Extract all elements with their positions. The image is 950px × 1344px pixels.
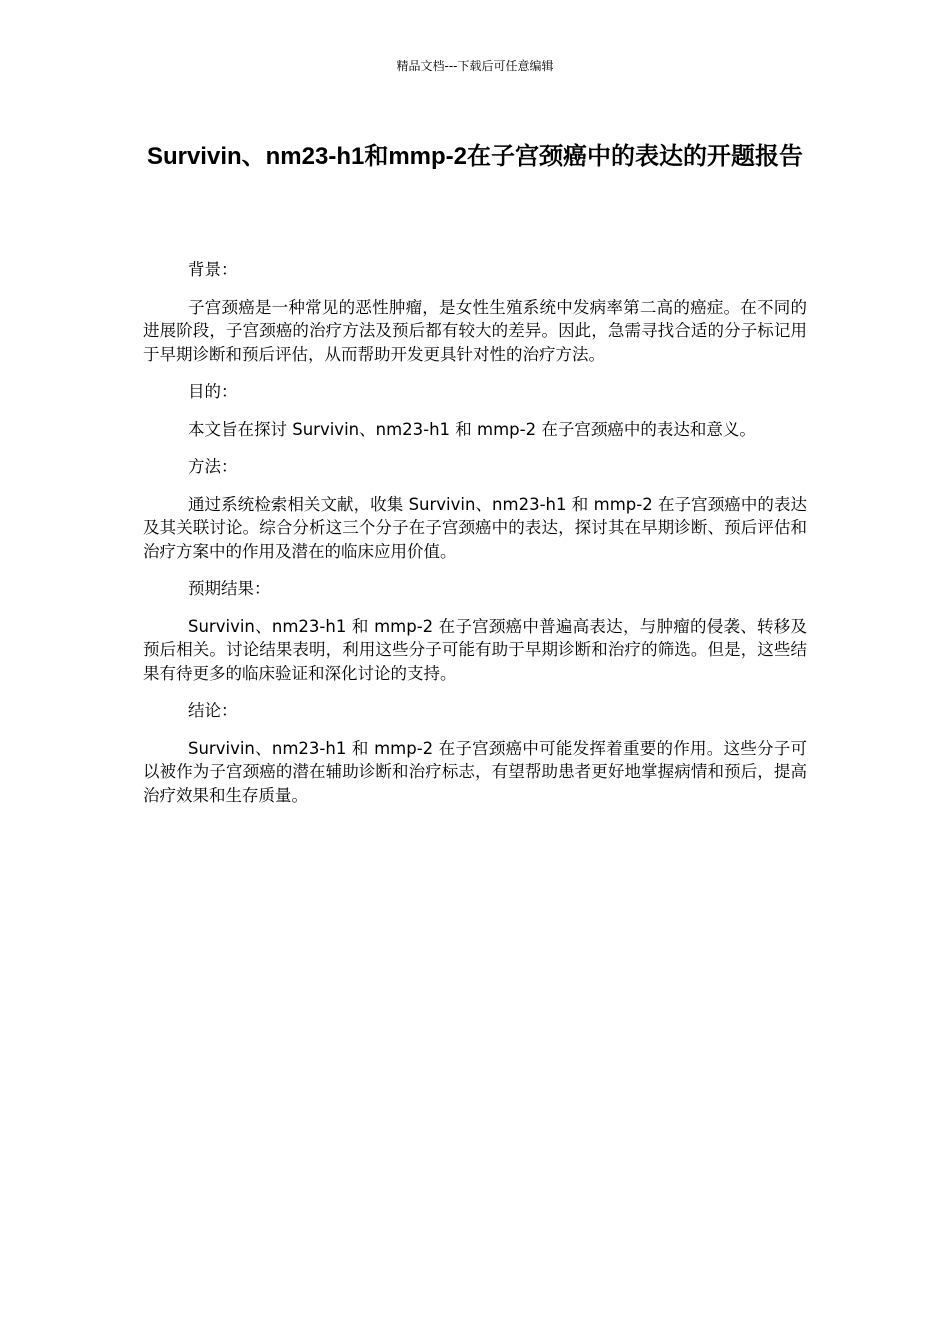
section-label-background: 背景： <box>188 260 238 279</box>
section-text-purpose: 本文旨在探讨 Survivin、nm23-h1 和 mmp-2 在子宫颈癌中的表达和意义。 <box>188 419 756 439</box>
section-text-expected-results: Survivin、nm23-h1 和 mmp-2 在子宫颈癌中普遍高表达，与肿瘤的侵袭、转移及预后相关。讨论结果表明，利用这些分子可能有助于早期诊断和治疗的筛选。但是，这些结果有待更多的临床验证和深化讨论的支持。 <box>143 616 807 683</box>
section-label-conclusion: 结论： <box>188 701 238 720</box>
section-label-purpose: 目的： <box>188 382 238 401</box>
section-label-expected-results: 预期结果： <box>188 579 271 598</box>
section-label-method: 方法： <box>188 457 238 476</box>
document-body <box>143 258 807 821</box>
section-text-method: 通过系统检索相关文献，收集 Survivin、nm23-h1 和 mmp-2 在子宫颈癌中的表达及其关联讨论。综合分析这三个分子在子宫颈癌中的表达，探讨其在早期诊断、预后评估和治疗方案中的作用及潜在的临床应用价值。 <box>143 494 807 561</box>
section-text-background: 子宫颈癌是一种常见的恶性肿瘤，是女性生殖系统中发病率第二高的癌症。在不同的进展阶段，子宫颈癌的治疗方法及预后都有较大的差异。因此，急需寻找合适的分子标记用于早期诊断和预后评估，从而帮助开发更具针对性的治疗方法。 <box>143 297 807 364</box>
section-text-conclusion: Survivin、nm23-h1 和 mmp-2 在子宫颈癌中可能发挥着重要的作用。这些分子可以被作为子宫颈癌的潜在辅助诊断和治疗标志，有望帮助患者更好地掌握病情和预后，提高治疗效果和生存质量。 <box>143 738 807 805</box>
document-title: Survivin、nm23-h1和mmp-2在子宫颈癌中的表达的开题报告 <box>146 143 804 170</box>
header-note: 精品文档---下载后可任意编辑 <box>396 59 554 73</box>
